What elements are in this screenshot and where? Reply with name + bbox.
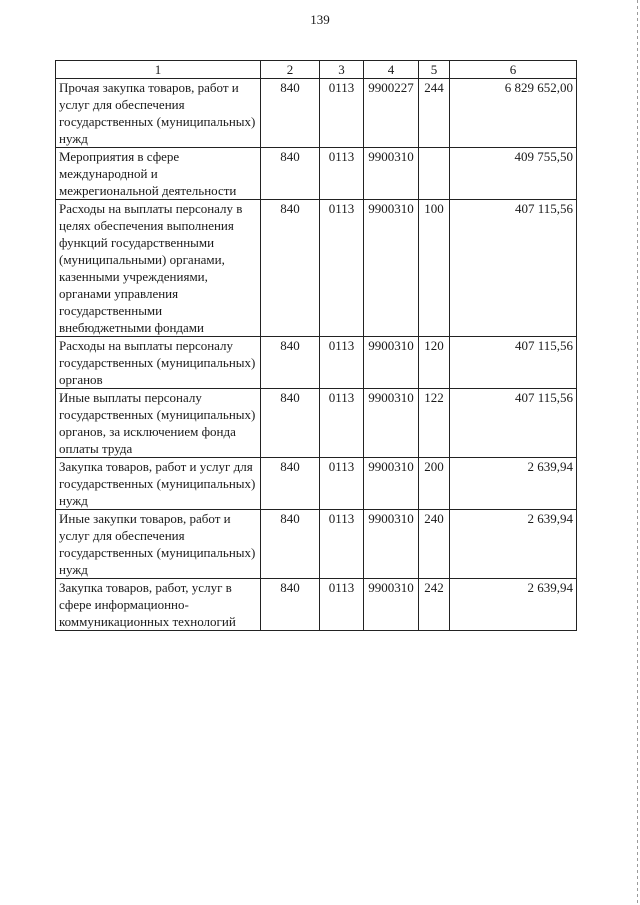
target-article-code: 9900310 — [364, 510, 419, 579]
amount: 407 115,56 — [450, 337, 577, 389]
expense-name: Закупка товаров, работ, услуг в сфере информационно-коммуникационных технологий — [56, 579, 261, 631]
column-header-6: 6 — [450, 61, 577, 79]
section-code: 0113 — [320, 510, 364, 579]
section-code: 0113 — [320, 458, 364, 510]
ministry-code: 840 — [261, 579, 320, 631]
target-article-code: 9900310 — [364, 200, 419, 337]
section-code: 0113 — [320, 79, 364, 148]
ministry-code: 840 — [261, 148, 320, 200]
target-article-code: 9900310 — [364, 337, 419, 389]
amount: 409 755,50 — [450, 148, 577, 200]
target-article-code: 9900310 — [364, 579, 419, 631]
section-code: 0113 — [320, 579, 364, 631]
expense-name: Мероприятия в сфере международной и межрегиональной деятельности — [56, 148, 261, 200]
expense-name: Расходы на выплаты персоналу в целях обеспечения выполнения функций государственными (муниципальными) органами, казенными учреждениями, органами управления государственными внебюджетными фондами — [56, 200, 261, 337]
amount: 2 639,94 — [450, 579, 577, 631]
table-row — [56, 579, 577, 631]
section-code: 0113 — [320, 200, 364, 337]
table-row — [56, 79, 577, 148]
expense-type-code: 242 — [419, 579, 450, 631]
column-header-5: 5 — [419, 61, 450, 79]
expense-type-code: 200 — [419, 458, 450, 510]
section-code: 0113 — [320, 148, 364, 200]
budget-table — [55, 60, 577, 631]
column-header-3: 3 — [320, 61, 364, 79]
expense-type-code: 122 — [419, 389, 450, 458]
ministry-code: 840 — [261, 389, 320, 458]
target-article-code: 9900310 — [364, 148, 419, 200]
ministry-code: 840 — [261, 458, 320, 510]
amount: 2 639,94 — [450, 458, 577, 510]
amount: 6 829 652,00 — [450, 79, 577, 148]
section-code: 0113 — [320, 337, 364, 389]
table-row — [56, 510, 577, 579]
table-row — [56, 337, 577, 389]
table-row — [56, 148, 577, 200]
section-code: 0113 — [320, 389, 364, 458]
expense-type-code: 244 — [419, 79, 450, 148]
page-number: 139 — [310, 12, 330, 27]
expense-name: Прочая закупка товаров, работ и услуг для обеспечения государственных (муниципальных) нужд — [56, 79, 261, 148]
expense-type-code: 120 — [419, 337, 450, 389]
ministry-code: 840 — [261, 337, 320, 389]
header-row — [56, 61, 577, 79]
amount: 407 115,56 — [450, 389, 577, 458]
table-row — [56, 200, 577, 337]
ministry-code: 840 — [261, 79, 320, 148]
expense-name: Иные закупки товаров, работ и услуг для обеспечения государственных (муниципальных) нужд — [56, 510, 261, 579]
expense-type-code: 240 — [419, 510, 450, 579]
target-article-code: 9900310 — [364, 389, 419, 458]
scan-edge-line — [637, 0, 638, 905]
expense-type-code: 100 — [419, 200, 450, 337]
expense-type-code — [419, 148, 450, 200]
table-row — [56, 389, 577, 458]
table-row — [56, 458, 577, 510]
column-header-4: 4 — [364, 61, 419, 79]
expense-name: Расходы на выплаты персоналу государственных (муниципальных) органов — [56, 337, 261, 389]
expense-name: Иные выплаты персоналу государственных (муниципальных) органов, за исключением фонда оплаты труда — [56, 389, 261, 458]
column-header-2: 2 — [261, 61, 320, 79]
target-article-code: 9900227 — [364, 79, 419, 148]
target-article-code: 9900310 — [364, 458, 419, 510]
amount: 407 115,56 — [450, 200, 577, 337]
column-header-1: 1 — [56, 61, 261, 79]
amount: 2 639,94 — [450, 510, 577, 579]
expense-name: Закупка товаров, работ и услуг для государственных (муниципальных) нужд — [56, 458, 261, 510]
ministry-code: 840 — [261, 510, 320, 579]
ministry-code: 840 — [261, 200, 320, 337]
